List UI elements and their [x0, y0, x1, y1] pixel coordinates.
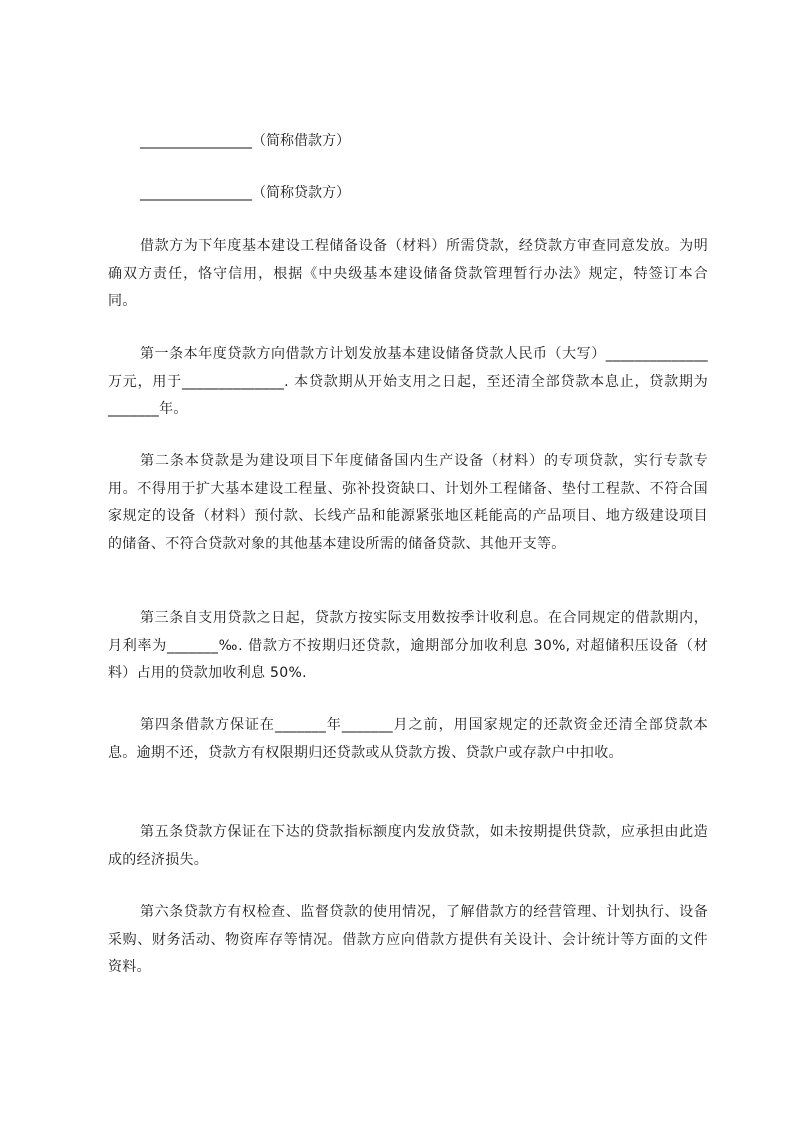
lender-line: ________________（简称贷款方）	[140, 185, 350, 201]
article-6-paragraph: 第六条贷款方有权检查、监督贷款的使用情况，了解借款方的经营管理、计划执行、设备采购、财务活动、物资库存等情况。借款方应向借款方提供有关设计、会计统计等方面的文件资料。	[108, 904, 708, 975]
article-4-paragraph: 第四条借款方保证在_______年_______月之前，用国家规定的还款资金还清全部贷款本息。逾期不还，贷款方有权限期归还贷款或从贷款方拨、贷款户或存款户中扣收。	[108, 717, 708, 761]
borrower-line: ________________（简称借款方）	[140, 133, 350, 149]
intro-paragraph: 借款方为下年度基本建设工程储备设备（材料）所需贷款，经贷款方审查同意发放。为明确双方责任，恪守信用，根据《中央级基本建设储备贷款管理暂行办法》规定，特签订本合同。	[108, 238, 708, 309]
article-1-paragraph: 第一条本年度贷款方向借款方计划发放基本建设储备贷款人民币（大写）______________万元，用于______________. 本贷款期从开始支用之日起，至还清全部贷款本息止，贷款期为_______年。	[108, 346, 708, 417]
article-5-paragraph: 第五条贷款方保证在下达的贷款指标额度内发放贷款，如未按期提供贷款，应承担由此造成的经济损失。	[108, 824, 708, 868]
article-2-paragraph: 第二条本贷款是为建设项目下年度储备国内生产设备（材料）的专项贷款，实行专款专用。不得用于扩大基本建设工程量、弥补投资缺口、计划外工程储备、垫付工程款、不符合国家规定的设备（材料）预付款、长线产品和能源紧张地区耗能高的产品项目、地方级建设项目的储备、不符合贷款对象的其他基本建设所需的储备贷款、其他开支等。	[108, 453, 708, 552]
article-3-paragraph: 第三条自支用贷款之日起，贷款方按实际支用数按季计收利息。在合同规定的借款期内，月利率为_______‰. 借款方不按期归还贷款，逾期部分加收利息 30%, 对超储积压设备（材料）占用的贷款加收利息 50%.	[108, 610, 708, 681]
